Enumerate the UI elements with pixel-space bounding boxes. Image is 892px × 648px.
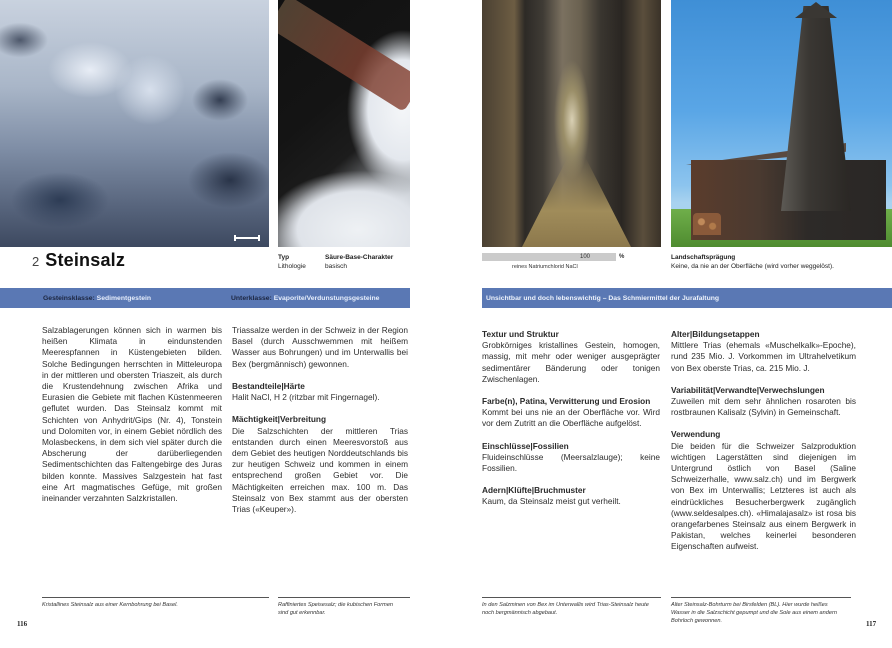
section-color [482, 396, 660, 430]
page-number-left: 116 [17, 620, 28, 628]
photo-caption-1: Kristallines Steinsalz aus einer Kernbohrung bei Basel. [42, 602, 178, 608]
rock-class [43, 295, 151, 302]
meta-acid-base-value: basisch [325, 263, 348, 270]
caption-divider [671, 597, 851, 598]
rock-salt-photo [0, 0, 269, 247]
rock-subclass-value: Evaporite/Verdunstungsgesteine [273, 294, 380, 302]
chapter-number: 2 [32, 254, 40, 269]
photo-caption-2: Raffiniertes Speisesalz; die kubischen Formen sind gut erkennbar. [278, 602, 394, 616]
caption-divider [42, 597, 269, 598]
section-text: Halit NaCl, H 2 (ritzbar mit Fingernagel). [232, 392, 380, 403]
meta-acid-base [325, 253, 393, 271]
meta-type [278, 253, 306, 271]
text-column-3 [482, 329, 660, 519]
classification-banner [0, 288, 410, 308]
spoon-shape [278, 0, 410, 112]
rock-subclass-label: Unterklasse: [231, 294, 272, 302]
landscape-value: Keine, da nie an der Oberfläche (wird vorher weggelöst). [671, 263, 834, 270]
intro-paragraph: Salzablagerungen können sich in warmen bis heißen Klimata in eindunstenden Meerespfannen in Küstengebieten bilden. Solche Bedingungen herrschten in Mitteleuropa in der mittleren und obersten Triaszeit, als durch die Krustendehnung zwischen Afrika und Eurasien die Gebiete mit flachen Küstenmeeren geflutet wurden. Das Steinsalz kommt mit Schichten von Anhydrit/Gips (Nr. 4), Tonstein und Dolomiten vor, in einem Gebiet nördlich des Molasbeckens, in dem sich viel später durch die Abscherung der darüberliegenden Sedimentschichten das Faltengebirge des Juras bilden konnte. Massives Salzgestein hat fast eine Art magmatisches Gefüge, mit großen ineinander verzahnten Salzkristallen. [42, 325, 222, 504]
section-veins [482, 485, 660, 507]
section-variability [671, 385, 856, 419]
section-inclusions [482, 441, 660, 475]
salt-mine-photo [482, 0, 661, 247]
section-text: Die beiden für die Schweizer Salzproduktion wichtigen Lagerstätten sind diejenigen im Untergrund östlich von Basel (Saline Schweizerhalle, www.salz.ch) und im Bergwerk von Bex im Unterwallis; Letzteres ist auch als eindrückliches Besucherbergwerk zugänglich (www.seldesalpes.ch). «Himalajasalz» ist rosa bis orangefarbenes Steinsalz aus einem Bergwerk in Pakistan, welches keinerlei besonderen Eigenschaften aufweist. [671, 440, 856, 552]
section-heading: Variabilität|Verwandte|Verwechslungen [671, 384, 825, 395]
caption-divider [278, 597, 410, 598]
photo-caption-3: In den Salzminen von Bex im Unterwallis wird Trias-Steinsalz heute noch bergmännisch abgebaut. [482, 602, 649, 616]
section-text: Mittlere Trias (ehemals «Muschelkalk»-Epoche), rund 235 Mio. J. Vorkommen im Ultrahelvetikum von Bex oberste Trias, ca. 215 Mio. J. [671, 340, 856, 373]
meta-type-label: Typ [278, 254, 290, 261]
section-texture [482, 329, 660, 385]
section-heading: Textur und Struktur [482, 329, 559, 339]
section-text: Zuweilen mit dem sehr ähnlichen rosaroten bis rostbraunen Kalisalz (Sylvin) in Gemeinschaft. [671, 396, 856, 418]
section-heading: Alter|Bildungsetappen [671, 329, 760, 339]
section-heading: Einschlüsse|Fossilien [482, 440, 569, 451]
section-heading: Adern|Klüfte|Bruchmuster [482, 485, 586, 496]
section-text: Kommt bei uns nie an der Oberfläche vor. Wird vor dem Zutritt an die Oberfläche aufgelöst. [482, 407, 660, 429]
purity-unit: % [619, 254, 625, 260]
section-text: Grobkörniges kristallines Gestein, homogen, massig, mit mehr oder weniger ausgeprägter sedimentärer Bänderung oder tonigen Zwischenlagen. [482, 340, 660, 384]
section-text: Die Salzschichten der mittleren Trias entstanden durch einen Meeresvorstoß aus dem Gebiet des heutigen Norddeutschlands bis zur heutigen Schweiz und kommen in einem entsprechend großen Gebiet vor. Die Mächtigkeiten erreichen max. 100 m. Das Steinsalz von Bex stammt aus der obersten Trias («Keuper»). [232, 425, 408, 515]
extraction-paragraph: Triassalze werden in der Schweiz in der Region Basel (durch Ausschwemmen mit heißem Wasser aus Bohrungen) und im Unterwallis bei Bex (bergmännisch) gewonnen. [232, 325, 408, 369]
meta-acid-base-label: Säure-Base-Charakter [325, 254, 394, 261]
photo-caption-4: Alter Steinsalz-Bohrturm bei Birsfelden (BL). Hier wurde heißes Wasser in die Salzschicht gepumpt und die Sole aus einem andern Bohrloch gewonnen. [671, 602, 837, 624]
tower-roof-shape [795, 2, 837, 18]
woodpile-shape [693, 213, 721, 235]
purity-bar-fill [482, 253, 616, 261]
section-heading: Verwendung [671, 429, 721, 440]
drilling-tower-photo [671, 0, 892, 247]
section-usage [671, 429, 856, 552]
section-thickness [232, 414, 408, 515]
rock-class-label: Gesteinsklasse: [43, 294, 95, 302]
section-age [671, 329, 856, 374]
landscape-label: Landschaftsprägung [671, 254, 736, 261]
page-number-right: 117 [866, 620, 877, 628]
purity-bar [482, 253, 625, 270]
section-text: Fluideinschlüsse (Meersalzlauge); keine Fossilien. [482, 451, 660, 474]
rock-class-value: Sedimentgestein [96, 294, 152, 302]
text-column-4 [671, 329, 856, 564]
landscape-info [671, 253, 834, 271]
purity-caption: reines Natriumchlorid NaCl [512, 264, 578, 270]
scale-bar-icon [234, 235, 260, 241]
subtitle-banner [482, 288, 892, 308]
meta-type-value: Lithologie [278, 263, 306, 270]
rock-subclass [231, 295, 379, 302]
section-heading: Bestandteile|Härte [232, 381, 305, 391]
mine-floor-shape [522, 157, 631, 247]
tower-shape [781, 6, 851, 211]
section-heading: Mächtigkeit|Verbreitung [232, 414, 327, 425]
section-composition [232, 381, 408, 403]
chapter-title: Steinsalz [45, 250, 126, 270]
text-column-2 [232, 325, 408, 526]
purity-bar-track [482, 253, 616, 261]
text-column-1 [42, 325, 222, 515]
section-heading: Farbe(n), Patina, Verwitterung und Erosion [482, 396, 651, 407]
caption-divider [482, 597, 661, 598]
purity-value: 100 [579, 254, 590, 260]
subtitle-text: Unsichtbar und doch lebenswichtig – Das Schmiermittel der Jurafaltung [486, 294, 720, 302]
section-text: Kaum, da Steinsalz meist gut verheilt. [482, 496, 621, 507]
right-page [446, 0, 892, 648]
chapter-heading [32, 250, 125, 271]
table-salt-photo [278, 0, 410, 247]
